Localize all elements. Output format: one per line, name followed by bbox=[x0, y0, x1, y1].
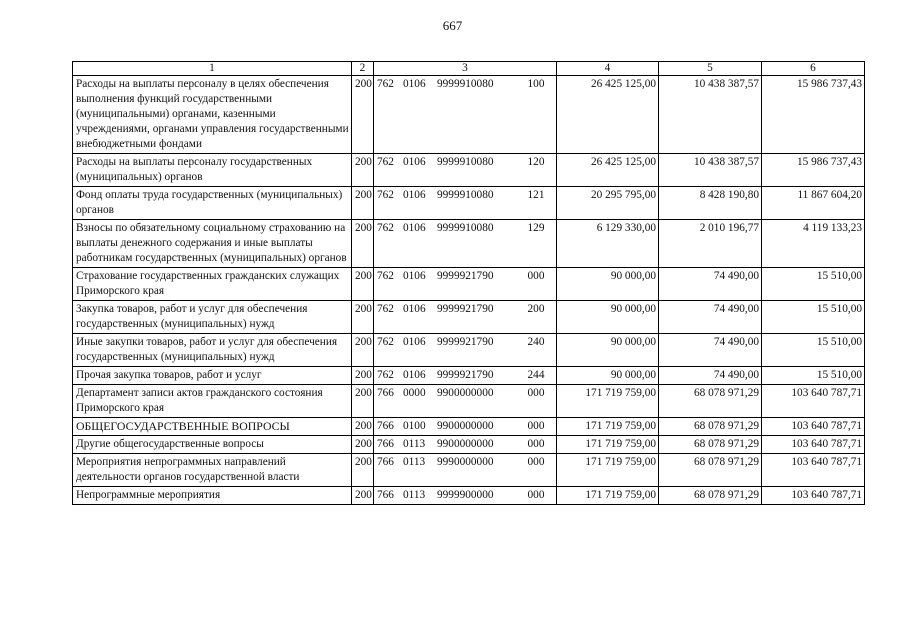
row-value-4: 171 719 759,00 bbox=[557, 436, 659, 454]
column-header: 1 bbox=[73, 62, 352, 76]
row-expense-type: 100 bbox=[527, 78, 545, 90]
row-ved: 762 bbox=[377, 303, 394, 315]
row-classification bbox=[374, 334, 557, 367]
row-ved: 766 bbox=[377, 489, 394, 501]
row-value-5: 68 078 971,29 bbox=[659, 418, 762, 436]
row-name: Другие общегосударственные вопросы bbox=[73, 436, 352, 454]
row-classification bbox=[374, 76, 557, 154]
row-value-4: 26 425 125,00 bbox=[557, 76, 659, 154]
table-row bbox=[73, 418, 865, 436]
row-ved: 766 bbox=[377, 420, 394, 432]
row-expense-type: 129 bbox=[527, 222, 545, 234]
table-row bbox=[73, 220, 865, 268]
row-value-6: 103 640 787,71 bbox=[762, 487, 865, 505]
row-name: Расходы на выплаты персоналу в целях обеспечения выполнения функций государственными (муниципальными) органами, казенными учреждениями, органами управления государственными внебюджетными фондами bbox=[73, 76, 352, 154]
column-header: 5 bbox=[659, 62, 762, 76]
row-value-5: 68 078 971,29 bbox=[659, 454, 762, 487]
row-expense-type: 000 bbox=[527, 387, 545, 399]
table-row bbox=[73, 385, 865, 418]
row-value-6: 4 119 133,23 bbox=[762, 220, 865, 268]
row-classification bbox=[374, 436, 557, 454]
row-code: 200 bbox=[352, 367, 374, 385]
row-value-5: 68 078 971,29 bbox=[659, 436, 762, 454]
row-name: Прочая закупка товаров, работ и услуг bbox=[73, 367, 352, 385]
row-expense-type: 240 bbox=[527, 336, 545, 348]
row-value-6: 103 640 787,71 bbox=[762, 418, 865, 436]
row-value-5: 2 010 196,77 bbox=[659, 220, 762, 268]
row-name: Департамент записи актов гражданского состояния Приморского края bbox=[73, 385, 352, 418]
row-target-article: 9990000000 bbox=[437, 456, 494, 468]
row-ved: 762 bbox=[377, 156, 394, 168]
row-classification bbox=[374, 385, 557, 418]
row-value-5: 74 490,00 bbox=[659, 334, 762, 367]
row-target-article: 9900000000 bbox=[437, 438, 494, 450]
table-row bbox=[73, 367, 865, 385]
table-row bbox=[73, 334, 865, 367]
row-section: 0113 bbox=[403, 489, 426, 501]
row-value-4: 6 129 330,00 bbox=[557, 220, 659, 268]
row-name: Иные закупки товаров, работ и услуг для обеспечения государственных (муниципальных) нужд bbox=[73, 334, 352, 367]
row-value-5: 74 490,00 bbox=[659, 268, 762, 301]
row-name: ОБЩЕГОСУДАРСТВЕННЫЕ ВОПРОСЫ bbox=[73, 418, 352, 436]
row-value-4: 90 000,00 bbox=[557, 268, 659, 301]
row-value-6: 15 510,00 bbox=[762, 367, 865, 385]
row-value-4: 171 719 759,00 bbox=[557, 418, 659, 436]
row-target-article: 9999921790 bbox=[437, 336, 494, 348]
row-value-6: 15 986 737,43 bbox=[762, 154, 865, 187]
row-code: 200 bbox=[352, 154, 374, 187]
row-section: 0106 bbox=[403, 270, 426, 282]
row-target-article: 9999900000 bbox=[437, 489, 494, 501]
row-value-5: 10 438 387,57 bbox=[659, 154, 762, 187]
row-section: 0100 bbox=[403, 420, 426, 432]
row-classification bbox=[374, 454, 557, 487]
row-target-article: 9900000000 bbox=[437, 387, 494, 399]
header-row bbox=[73, 62, 865, 76]
row-value-6: 103 640 787,71 bbox=[762, 454, 865, 487]
row-value-6: 11 867 604,20 bbox=[762, 187, 865, 220]
row-section: 0106 bbox=[403, 303, 426, 315]
row-code: 200 bbox=[352, 436, 374, 454]
row-value-4: 90 000,00 bbox=[557, 334, 659, 367]
row-name: Закупка товаров, работ и услуг для обеспечения государственных (муниципальных) нужд bbox=[73, 301, 352, 334]
row-ved: 762 bbox=[377, 336, 394, 348]
row-section: 0106 bbox=[403, 78, 426, 90]
row-ved: 762 bbox=[377, 189, 394, 201]
row-value-6: 15 510,00 bbox=[762, 301, 865, 334]
row-value-4: 171 719 759,00 bbox=[557, 385, 659, 418]
row-value-4: 171 719 759,00 bbox=[557, 454, 659, 487]
row-value-5: 8 428 190,80 bbox=[659, 187, 762, 220]
table-row bbox=[73, 436, 865, 454]
row-classification bbox=[374, 268, 557, 301]
row-name: Непрограммные мероприятия bbox=[73, 487, 352, 505]
row-value-6: 15 986 737,43 bbox=[762, 76, 865, 154]
row-code: 200 bbox=[352, 454, 374, 487]
row-name: Мероприятия непрограммных направлений деятельности органов государственной власти bbox=[73, 454, 352, 487]
row-target-article: 9999910080 bbox=[437, 222, 494, 234]
row-classification bbox=[374, 220, 557, 268]
row-value-5: 10 438 387,57 bbox=[659, 76, 762, 154]
row-value-6: 15 510,00 bbox=[762, 334, 865, 367]
column-header: 2 bbox=[352, 62, 374, 76]
row-value-4: 90 000,00 bbox=[557, 301, 659, 334]
row-classification bbox=[374, 367, 557, 385]
row-value-5: 74 490,00 bbox=[659, 367, 762, 385]
row-target-article: 9999910080 bbox=[437, 156, 494, 168]
row-code: 200 bbox=[352, 334, 374, 367]
page-number: 667 bbox=[442, 18, 463, 33]
row-target-article: 9999910080 bbox=[437, 189, 494, 201]
row-section: 0106 bbox=[403, 156, 426, 168]
row-classification bbox=[374, 418, 557, 436]
row-name: Фонд оплаты труда государственных (муниципальных) органов bbox=[73, 187, 352, 220]
row-code: 200 bbox=[352, 301, 374, 334]
table-row bbox=[73, 187, 865, 220]
row-section: 0113 bbox=[403, 456, 426, 468]
row-section: 0106 bbox=[403, 222, 426, 234]
row-code: 200 bbox=[352, 418, 374, 436]
row-expense-type: 000 bbox=[527, 438, 545, 450]
row-name: Взносы по обязательному социальному страхованию на выплаты денежного содержания и иные выплаты работникам государственных (муниципальных) органов bbox=[73, 220, 352, 268]
row-value-6: 103 640 787,71 bbox=[762, 436, 865, 454]
row-ved: 762 bbox=[377, 222, 394, 234]
row-code: 200 bbox=[352, 268, 374, 301]
row-expense-type: 000 bbox=[527, 420, 545, 432]
table-row bbox=[73, 268, 865, 301]
row-code: 200 bbox=[352, 385, 374, 418]
table-body bbox=[73, 76, 865, 505]
budget-table bbox=[72, 61, 865, 505]
row-section: 0000 bbox=[403, 387, 426, 399]
table-row bbox=[73, 454, 865, 487]
row-section: 0106 bbox=[403, 336, 426, 348]
row-target-article: 9999921790 bbox=[437, 369, 494, 381]
row-expense-type: 121 bbox=[527, 189, 545, 201]
row-ved: 762 bbox=[377, 78, 394, 90]
row-code: 200 bbox=[352, 487, 374, 505]
row-classification bbox=[374, 187, 557, 220]
row-section: 0106 bbox=[403, 369, 426, 381]
row-name: Расходы на выплаты персоналу государственных (муниципальных) органов bbox=[73, 154, 352, 187]
table-row bbox=[73, 301, 865, 334]
row-value-6: 15 510,00 bbox=[762, 268, 865, 301]
row-ved: 762 bbox=[377, 369, 394, 381]
table-row bbox=[73, 154, 865, 187]
row-expense-type: 244 bbox=[527, 369, 545, 381]
row-expense-type: 120 bbox=[527, 156, 545, 168]
column-header: 6 bbox=[762, 62, 865, 76]
row-expense-type: 000 bbox=[527, 489, 545, 501]
row-value-5: 68 078 971,29 bbox=[659, 385, 762, 418]
row-code: 200 bbox=[352, 76, 374, 154]
row-expense-type: 000 bbox=[527, 456, 545, 468]
row-target-article: 9999921790 bbox=[437, 270, 494, 282]
row-value-4: 20 295 795,00 bbox=[557, 187, 659, 220]
row-value-4: 26 425 125,00 bbox=[557, 154, 659, 187]
row-value-4: 90 000,00 bbox=[557, 367, 659, 385]
row-classification bbox=[374, 487, 557, 505]
row-expense-type: 200 bbox=[527, 303, 545, 315]
row-value-4: 171 719 759,00 bbox=[557, 487, 659, 505]
row-value-5: 68 078 971,29 bbox=[659, 487, 762, 505]
row-section: 0113 bbox=[403, 438, 426, 450]
column-header: 3 bbox=[374, 62, 557, 76]
row-ved: 762 bbox=[377, 270, 394, 282]
row-ved: 766 bbox=[377, 387, 394, 399]
row-code: 200 bbox=[352, 220, 374, 268]
row-classification bbox=[374, 301, 557, 334]
row-expense-type: 000 bbox=[527, 270, 545, 282]
column-header: 4 bbox=[557, 62, 659, 76]
row-classification bbox=[374, 154, 557, 187]
row-code: 200 bbox=[352, 187, 374, 220]
table-row bbox=[73, 76, 865, 154]
row-section: 0106 bbox=[403, 189, 426, 201]
row-ved: 766 bbox=[377, 456, 394, 468]
row-target-article: 9999910080 bbox=[437, 78, 494, 90]
row-target-article: 9900000000 bbox=[437, 420, 494, 432]
row-value-6: 103 640 787,71 bbox=[762, 385, 865, 418]
row-value-5: 74 490,00 bbox=[659, 301, 762, 334]
row-target-article: 9999921790 bbox=[437, 303, 494, 315]
row-ved: 766 bbox=[377, 438, 394, 450]
table-row bbox=[73, 487, 865, 505]
row-name: Страхование государственных гражданских служащих Приморского края bbox=[73, 268, 352, 301]
